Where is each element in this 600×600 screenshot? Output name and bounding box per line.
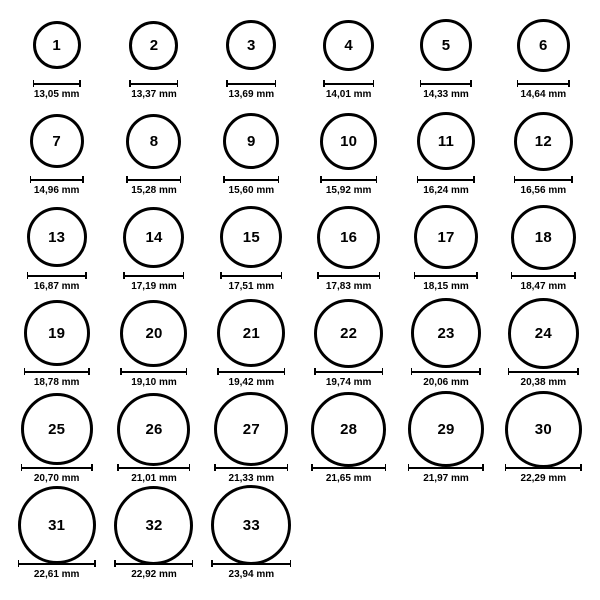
ring-circle-icon (517, 19, 570, 72)
ring-circle-icon (320, 113, 377, 170)
ring-cell (203, 12, 300, 108)
ring-size-label: 32 (145, 516, 163, 534)
ring-dimension (27, 272, 87, 292)
ring-cell (105, 396, 202, 492)
ring-size-label: 12 (534, 132, 552, 150)
dimension-bar-icon (414, 275, 478, 277)
dimension-bar-icon (114, 563, 193, 565)
ring-cell (105, 204, 202, 300)
ring-diameter-label: 15,92 mm (325, 185, 372, 196)
ring-cell (8, 492, 105, 588)
ring-circle-icon (30, 114, 84, 168)
ring-circle-icon (420, 19, 472, 71)
dimension-bar-icon (123, 275, 184, 277)
dimension-bar-icon (120, 371, 187, 373)
dimension-line-icon (314, 368, 383, 375)
ring-size-label: 9 (247, 132, 256, 150)
ring-cell (105, 108, 202, 204)
dimension-bar-icon (33, 83, 81, 85)
ring-diameter-label: 19,74 mm (325, 377, 372, 388)
ring-cell (203, 300, 300, 396)
ring-cell (397, 12, 494, 108)
ring-diameter-label: 16,24 mm (423, 185, 469, 196)
dimension-bar-icon (323, 83, 374, 85)
ring-cell (495, 300, 592, 396)
ring-size-label: 15 (242, 228, 260, 246)
ring-circle-wrap (126, 108, 181, 174)
ring-dimension (320, 176, 377, 196)
ring-dimension (323, 80, 374, 100)
ring-circle-icon (514, 112, 573, 171)
ring-circle-wrap (226, 12, 276, 78)
ring-circle-wrap (417, 108, 475, 174)
ring-dimension (114, 560, 193, 580)
ring-diameter-label: 20,70 mm (33, 473, 80, 484)
ring-diameter-label: 21,33 mm (228, 473, 275, 484)
ring-size-label: 30 (534, 420, 552, 438)
ring-diameter-label: 22,29 mm (520, 473, 567, 484)
ring-size-label: 13 (48, 228, 66, 246)
ring-circle-icon (33, 21, 81, 69)
ring-diameter-label: 15,60 mm (228, 185, 275, 196)
dimension-line-icon (123, 272, 184, 279)
dimension-bar-icon (223, 179, 279, 181)
ring-cell (8, 204, 105, 300)
ring-diameter-label: 18,78 mm (33, 377, 80, 388)
ring-diameter-label: 16,56 mm (520, 185, 567, 196)
ring-cell (300, 300, 397, 396)
ring-size-label: 29 (437, 420, 455, 438)
dimension-line-icon (411, 368, 481, 375)
ring-size-label: 25 (48, 420, 66, 438)
ring-diameter-label: 17,19 mm (131, 281, 177, 292)
ring-circle-wrap (223, 108, 279, 174)
dimension-line-icon (129, 80, 178, 87)
ring-dimension (21, 464, 93, 484)
ring-size-label: 24 (534, 324, 552, 342)
dimension-line-icon (317, 272, 380, 279)
ring-circle-wrap (517, 12, 570, 78)
ring-size-label: 22 (340, 324, 358, 342)
ring-circle-icon (217, 299, 285, 367)
ring-dimension (217, 368, 285, 388)
ring-size-label: 2 (149, 36, 159, 54)
ring-circle-wrap (505, 396, 582, 462)
ring-size-label: 14 (145, 228, 163, 246)
ring-diameter-label: 13,69 mm (228, 89, 275, 100)
ring-circle-wrap (414, 204, 478, 270)
ring-circle-icon (214, 392, 288, 466)
ring-circle-icon (223, 113, 279, 169)
dimension-bar-icon (211, 563, 291, 565)
ring-circle-icon (323, 20, 374, 71)
ring-circle-icon (114, 486, 193, 565)
ring-circle-icon (226, 20, 276, 70)
dimension-line-icon (217, 368, 285, 375)
dimension-bar-icon (214, 467, 288, 469)
ring-cell (8, 12, 105, 108)
ring-circle-icon (24, 300, 90, 366)
dimension-bar-icon (517, 83, 570, 85)
ring-size-label: 26 (145, 420, 163, 438)
ring-circle-wrap (120, 300, 187, 366)
ring-circle-icon (211, 485, 291, 565)
ring-cell (495, 396, 592, 492)
ring-circle-wrap (408, 396, 484, 462)
dimension-bar-icon (311, 467, 386, 469)
ring-circle-wrap (211, 492, 291, 558)
ring-cell (397, 108, 494, 204)
dimension-line-icon (320, 176, 377, 183)
ring-size-label: 3 (247, 36, 256, 54)
ring-size-label: 16 (340, 228, 358, 246)
dimension-line-icon (514, 176, 573, 183)
ring-circle-wrap (320, 108, 377, 174)
ring-size-label: 5 (441, 36, 451, 54)
dimension-bar-icon (514, 179, 573, 181)
ring-circle-icon (511, 205, 576, 270)
ring-dimension (414, 272, 478, 292)
dimension-bar-icon (27, 275, 87, 277)
dimension-bar-icon (420, 83, 472, 85)
ring-diameter-label: 13,37 mm (131, 89, 177, 100)
dimension-bar-icon (408, 467, 484, 469)
ring-circle-wrap (114, 492, 193, 558)
ring-circle-wrap (508, 300, 579, 366)
ring-cell (203, 204, 300, 300)
ring-circle-wrap (214, 396, 288, 462)
dimension-line-icon (414, 272, 478, 279)
ring-dimension (220, 272, 282, 292)
ring-circle-wrap (323, 12, 374, 78)
ring-circle-wrap (129, 12, 178, 78)
ring-diameter-label: 21,01 mm (131, 473, 177, 484)
ring-circle-wrap (220, 204, 282, 270)
dimension-bar-icon (217, 371, 285, 373)
ring-dimension (117, 464, 190, 484)
ring-size-label: 4 (344, 36, 353, 54)
ring-size-label: 8 (149, 132, 159, 150)
dimension-bar-icon (226, 83, 276, 85)
dimension-line-icon (311, 464, 386, 471)
ring-diameter-label: 18,15 mm (423, 281, 469, 292)
ring-cell (397, 204, 494, 300)
ring-circle-icon (408, 391, 484, 467)
ring-cell (397, 396, 494, 492)
ring-cell (495, 108, 592, 204)
dimension-bar-icon (320, 179, 377, 181)
ring-circle-icon (311, 392, 386, 467)
ring-dimension (24, 368, 90, 388)
ring-size-label: 21 (242, 324, 260, 342)
dimension-bar-icon (126, 179, 181, 181)
ring-dimension (311, 464, 386, 484)
ring-circle-icon (414, 205, 478, 269)
ring-size-label: 1 (52, 36, 61, 54)
ring-size-label: 23 (437, 324, 455, 342)
ring-dimension (411, 368, 481, 388)
ring-circle-wrap (411, 300, 481, 366)
dimension-bar-icon (18, 563, 96, 565)
ring-circle-wrap (33, 12, 81, 78)
ring-diameter-label: 17,83 mm (325, 281, 372, 292)
ring-size-label: 27 (242, 420, 260, 438)
ring-cell (495, 12, 592, 108)
ring-cell (397, 300, 494, 396)
ring-cell (203, 396, 300, 492)
ring-diameter-label: 13,05 mm (33, 89, 80, 100)
ring-dimension (511, 272, 576, 292)
dimension-line-icon (21, 464, 93, 471)
ring-circle-icon (505, 391, 582, 468)
ring-size-label: 17 (437, 228, 455, 246)
dimension-line-icon (511, 272, 576, 279)
ring-size-label: 18 (534, 228, 552, 246)
ring-size-label: 19 (48, 324, 66, 342)
ring-circle-wrap (117, 396, 190, 462)
ring-diameter-label: 20,06 mm (423, 377, 469, 388)
ring-diameter-label: 19,42 mm (228, 377, 275, 388)
ring-cell (300, 396, 397, 492)
ring-size-label: 6 (539, 36, 548, 54)
ring-circle-wrap (311, 396, 386, 462)
dimension-line-icon (323, 80, 374, 87)
ring-circle-icon (18, 486, 96, 564)
ring-dimension (514, 176, 573, 196)
ring-size-label: 33 (242, 516, 260, 534)
dimension-bar-icon (505, 467, 582, 469)
dimension-bar-icon (21, 467, 93, 469)
ring-dimension (517, 80, 570, 100)
ring-cell (105, 492, 202, 588)
ring-dimension (314, 368, 383, 388)
dimension-line-icon (18, 560, 96, 567)
ring-diameter-label: 18,47 mm (520, 281, 567, 292)
dimension-bar-icon (314, 371, 383, 373)
ring-dimension (214, 464, 288, 484)
ring-circle-icon (123, 207, 184, 268)
ring-dimension (129, 80, 178, 100)
dimension-bar-icon (30, 179, 84, 181)
ring-cell (203, 108, 300, 204)
dimension-bar-icon (417, 179, 475, 181)
dimension-bar-icon (317, 275, 380, 277)
ring-circle-wrap (217, 300, 285, 366)
ring-circle-wrap (514, 108, 573, 174)
ring-diameter-label: 21,65 mm (325, 473, 372, 484)
ring-dimension (30, 176, 84, 196)
ring-circle-wrap (123, 204, 184, 270)
ring-size-label: 20 (145, 324, 163, 342)
ring-cell (105, 12, 202, 108)
ring-cell (495, 204, 592, 300)
ring-circle-icon (129, 21, 178, 70)
dimension-line-icon (30, 176, 84, 183)
ring-cell (8, 396, 105, 492)
ring-dimension (211, 560, 291, 580)
ring-circle-icon (314, 299, 383, 368)
ring-dimension (223, 176, 279, 196)
ring-dimension (126, 176, 181, 196)
ring-cell (203, 492, 300, 588)
ring-dimension (317, 272, 380, 292)
ring-cell (105, 300, 202, 396)
ring-dimension (417, 176, 475, 196)
ring-cell (300, 108, 397, 204)
dimension-bar-icon (411, 371, 481, 373)
dimension-line-icon (126, 176, 181, 183)
dimension-line-icon (505, 464, 582, 471)
ring-circle-wrap (30, 108, 84, 174)
ring-diameter-label: 14,33 mm (423, 89, 469, 100)
dimension-line-icon (24, 368, 90, 375)
ring-circle-wrap (21, 396, 93, 462)
dimension-bar-icon (129, 83, 178, 85)
ring-dimension (420, 80, 472, 100)
dimension-line-icon (408, 464, 484, 471)
ring-circle-wrap (24, 300, 90, 366)
ring-circle-icon (417, 112, 475, 170)
ring-cell (300, 12, 397, 108)
ring-circle-icon (126, 114, 181, 169)
ring-dimension (123, 272, 184, 292)
ring-circle-wrap (317, 204, 380, 270)
ring-size-label: 28 (340, 420, 358, 438)
dimension-line-icon (33, 80, 81, 87)
ring-dimension (505, 464, 582, 484)
ring-circle-wrap (511, 204, 576, 270)
ring-circle-wrap (27, 204, 87, 270)
ring-cell (300, 204, 397, 300)
dimension-bar-icon (511, 275, 576, 277)
dimension-line-icon (27, 272, 87, 279)
dimension-line-icon (226, 80, 276, 87)
dimension-line-icon (420, 80, 472, 87)
ring-diameter-label: 14,64 mm (520, 89, 567, 100)
ring-diameter-label: 19,10 mm (131, 377, 177, 388)
dimension-line-icon (517, 80, 570, 87)
dimension-line-icon (417, 176, 475, 183)
ring-dimension (226, 80, 276, 100)
dimension-line-icon (120, 368, 187, 375)
dimension-bar-icon (24, 371, 90, 373)
dimension-line-icon (117, 464, 190, 471)
ring-diameter-label: 17,51 mm (228, 281, 275, 292)
ring-dimension (120, 368, 187, 388)
ring-dimension (508, 368, 579, 388)
ring-circle-wrap (18, 492, 96, 558)
ring-circle-icon (117, 393, 190, 466)
ring-diameter-label: 15,28 mm (131, 185, 177, 196)
dimension-line-icon (508, 368, 579, 375)
dimension-line-icon (214, 464, 288, 471)
ring-diameter-label: 22,92 mm (131, 569, 177, 580)
ring-dimension (408, 464, 484, 484)
ring-diameter-label: 16,87 mm (33, 281, 80, 292)
ring-dimension (33, 80, 81, 100)
dimension-bar-icon (508, 371, 579, 373)
dimension-line-icon (211, 560, 291, 567)
ring-diameter-label: 21,97 mm (423, 473, 469, 484)
ring-diameter-label: 23,94 mm (228, 569, 275, 580)
ring-circle-icon (317, 206, 380, 269)
ring-size-label: 31 (48, 516, 66, 534)
dimension-line-icon (114, 560, 193, 567)
ring-circle-icon (27, 207, 87, 267)
ring-circle-icon (220, 206, 282, 268)
ring-size-label: 11 (437, 132, 455, 150)
ring-circle-icon (120, 300, 187, 367)
ring-dimension (18, 560, 96, 580)
ring-circle-icon (411, 298, 481, 368)
ring-diameter-label: 22,61 mm (33, 569, 80, 580)
ring-diameter-label: 20,38 mm (520, 377, 567, 388)
ring-circle-wrap (420, 12, 472, 78)
dimension-bar-icon (220, 275, 282, 277)
dimension-line-icon (220, 272, 282, 279)
ring-cell (8, 108, 105, 204)
ring-circle-icon (508, 298, 579, 369)
ring-cell (8, 300, 105, 396)
ring-circle-icon (21, 393, 93, 465)
dimension-line-icon (223, 176, 279, 183)
ring-size-label: 10 (340, 132, 358, 150)
dimension-bar-icon (117, 467, 190, 469)
ring-circle-wrap (314, 300, 383, 366)
ring-size-label: 7 (52, 132, 61, 150)
ring-diameter-label: 14,01 mm (325, 89, 372, 100)
ring-diameter-label: 14,96 mm (33, 185, 80, 196)
